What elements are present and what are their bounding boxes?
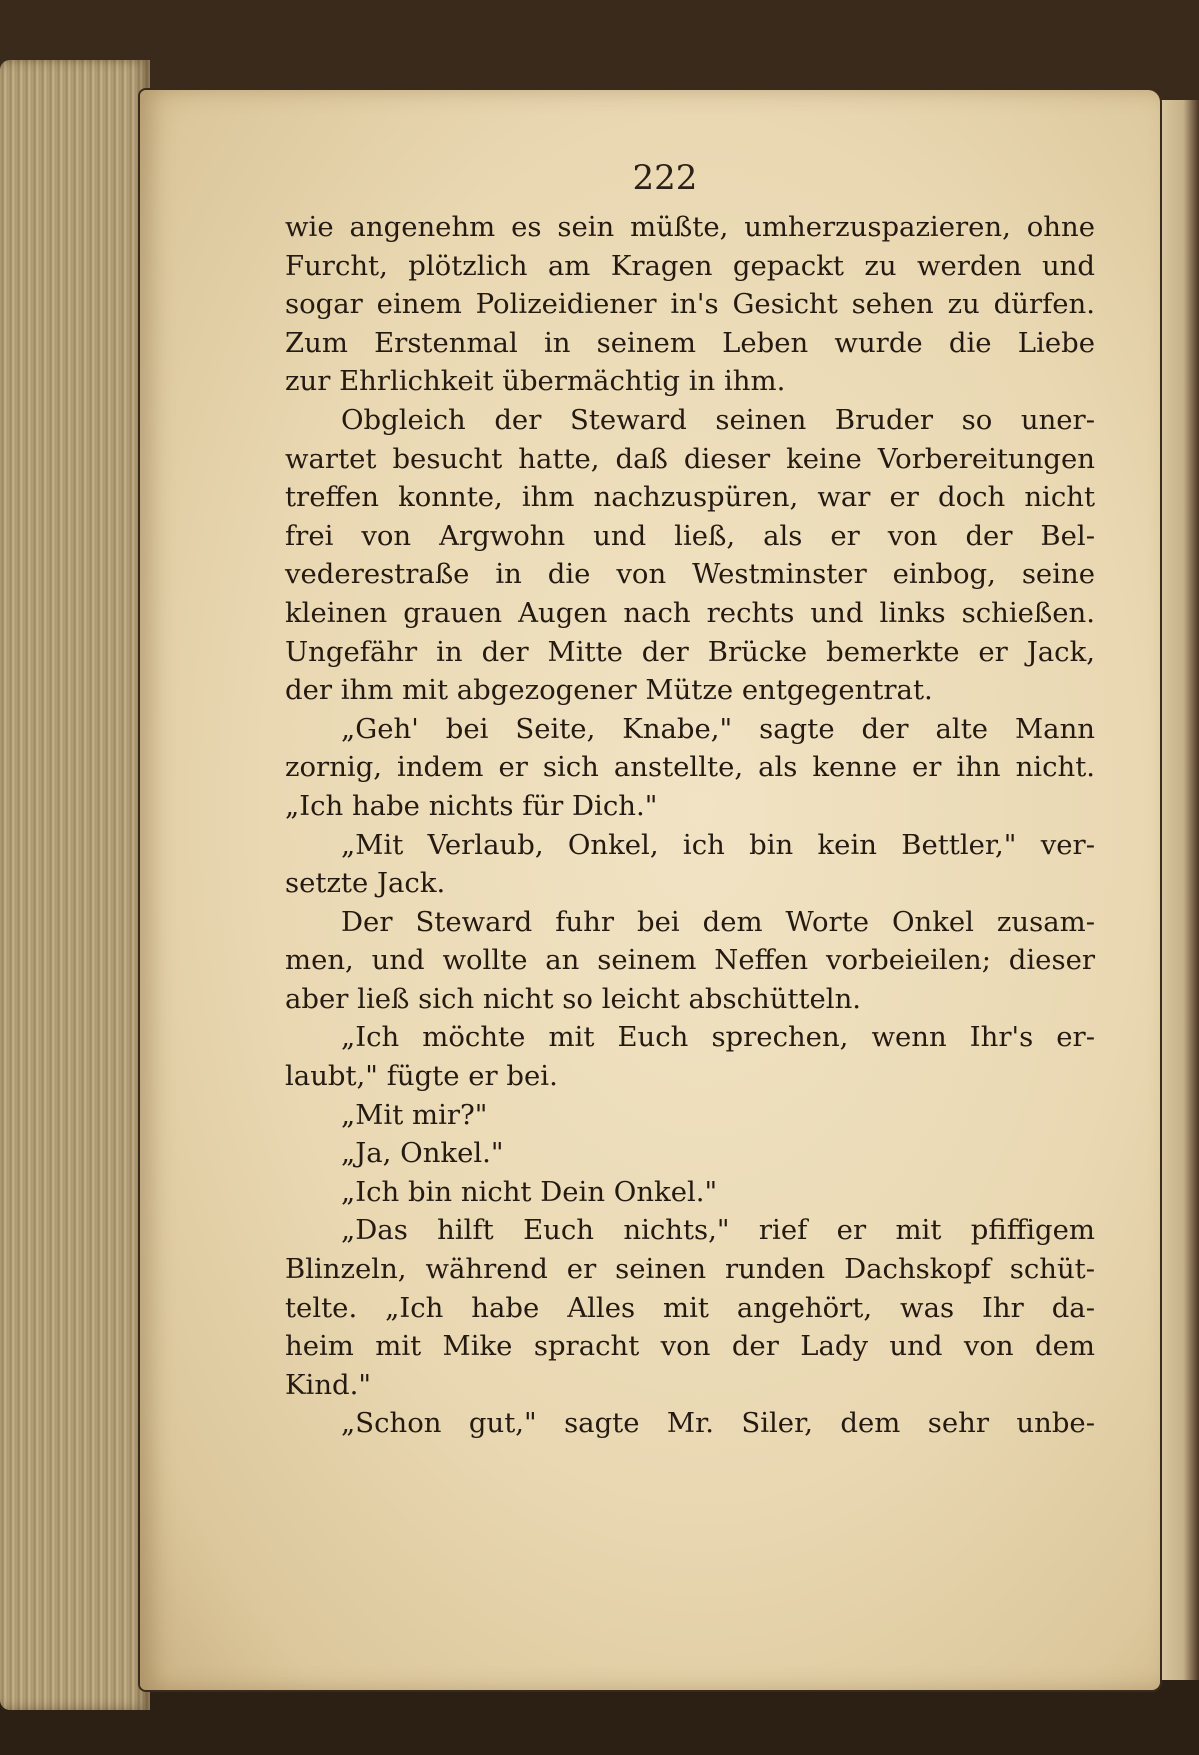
text-line: frei von Argwohn und ließ, als er von der Bel- (285, 519, 1095, 552)
text-line: „Geh' bei Seite, Knabe," sagte der alte Mann (341, 712, 1095, 745)
text-line: „Ich möchte mit Euch sprechen, wenn Ihr's er- (341, 1021, 1095, 1054)
text-line: Obgleich der Steward seinen Bruder so uner- (341, 403, 1095, 436)
text-line: „Das hilft Euch nichts," rief er mit pfiffigem (341, 1214, 1095, 1247)
text-line: „Ich bin nicht Dein Onkel." (341, 1175, 718, 1208)
book-page (140, 90, 1160, 1690)
text-line: laubt," fügte er bei. (285, 1060, 558, 1093)
text-line: wie angenehm es sein müßte, umherzuspazieren, ohne (285, 211, 1095, 243)
text-line: telte. „Ich habe Alles mit angehört, was Ihr da- (285, 1291, 1095, 1324)
text-line: Ungefähr in der Mitte der Brücke bemerkte er Jack, (285, 635, 1095, 668)
text-line: zornig, indem er sich anstellte, als kenne er ihn nicht. (285, 751, 1095, 784)
text-line: treffen konnte, ihm nachzuspüren, war er doch nicht (285, 481, 1095, 514)
text-line: aber ließ sich nicht so leicht abschütteln. (285, 982, 862, 1015)
text-line: Furcht, plötzlich am Kragen gepackt zu werden und (285, 249, 1095, 282)
text-line: „Schon gut," sagte Mr. Siler, dem sehr unbe- (341, 1407, 1095, 1440)
text-line: kleinen grauen Augen nach rechts und links schießen. (285, 596, 1095, 629)
text-line: setzte Jack. (285, 867, 446, 900)
text-line: zur Ehrlichkeit übermächtig in ihm. (285, 365, 786, 398)
page-number: 222 (632, 158, 698, 198)
text-line: heim mit Mike spracht von der Lady und von dem (285, 1330, 1095, 1363)
text-line: Kind." (285, 1368, 372, 1401)
page-text (285, 208, 1095, 1443)
text-line: „Ich habe nichts für Dich." (285, 789, 658, 822)
text-line: wartet besucht hatte, daß dieser keine Vorbereitungen (285, 442, 1095, 475)
text-line: „Mit mir?" (341, 1098, 488, 1131)
text-line: Blinzeln, während er seinen runden Dachskopf schüt- (285, 1253, 1095, 1286)
page-edges (0, 60, 150, 1710)
text-line: Der Steward fuhr bei dem Worte Onkel zusam- (341, 905, 1095, 938)
text-line: sogar einem Polizeidiener in's Gesicht sehen zu dürfen. (285, 288, 1095, 321)
text-line: „Mit Verlaub, Onkel, ich bin kein Bettler," ver- (341, 828, 1095, 861)
facing-page-edge (1160, 100, 1199, 1680)
text-line: vederestraße in die von Westminster einbog, seine (285, 558, 1095, 591)
text-line: Zum Erstenmal in seinem Leben wurde die Liebe (285, 326, 1095, 359)
text-line: men, und wollte an seinem Neffen vorbeieilen; dieser (285, 944, 1095, 977)
text-line: „Ja, Onkel." (341, 1137, 504, 1170)
text-line: der ihm mit abgezogener Mütze entgegentrat. (285, 674, 933, 707)
